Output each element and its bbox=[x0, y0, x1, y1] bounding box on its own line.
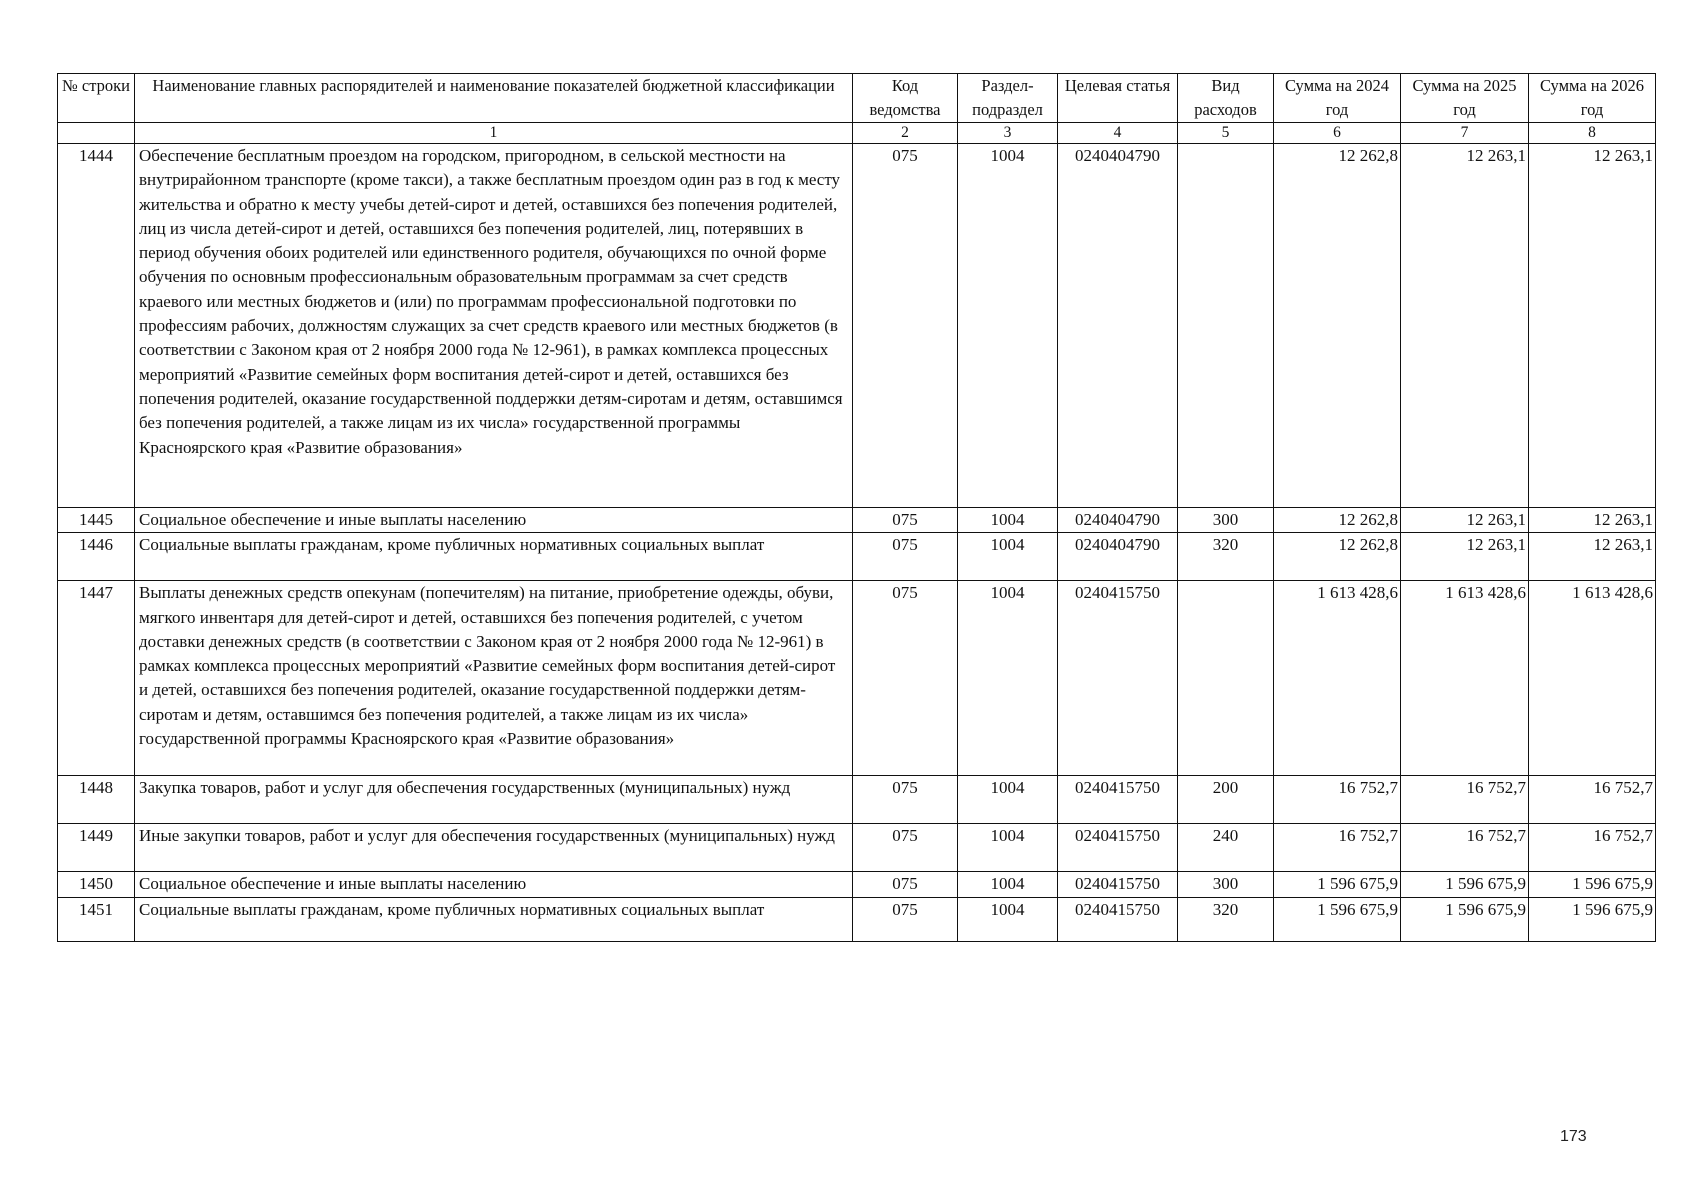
row-sum-2025: 12 263,1 bbox=[1401, 533, 1529, 581]
column-number-row bbox=[58, 123, 1656, 144]
table-row bbox=[58, 581, 1656, 776]
column-number: 7 bbox=[1401, 123, 1529, 144]
row-rzd: 1004 bbox=[958, 824, 1058, 872]
row-rzd: 1004 bbox=[958, 533, 1058, 581]
column-number: 1 bbox=[135, 123, 853, 144]
header-name: Наименование главных распорядителей и наименование показателей бюджетной классификации bbox=[135, 74, 853, 123]
column-number: 3 bbox=[958, 123, 1058, 144]
row-sum-2024: 16 752,7 bbox=[1274, 776, 1401, 824]
row-ved: 075 bbox=[853, 897, 958, 941]
table-row bbox=[58, 897, 1656, 941]
header-rzd: Раздел-подраздел bbox=[958, 74, 1058, 123]
row-cst: 0240404790 bbox=[1058, 533, 1178, 581]
row-vid: 200 bbox=[1178, 776, 1274, 824]
row-number: 1448 bbox=[58, 776, 135, 824]
row-sum-2024: 1 596 675,9 bbox=[1274, 872, 1401, 897]
row-vid: 300 bbox=[1178, 872, 1274, 897]
row-cst: 0240415750 bbox=[1058, 824, 1178, 872]
row-rzd: 1004 bbox=[958, 897, 1058, 941]
row-sum-2025: 1 596 675,9 bbox=[1401, 897, 1529, 941]
row-rzd: 1004 bbox=[958, 872, 1058, 897]
row-sum-2024: 12 262,8 bbox=[1274, 508, 1401, 533]
row-cst: 0240415750 bbox=[1058, 776, 1178, 824]
row-ved: 075 bbox=[853, 872, 958, 897]
header-sum-2026: Сумма на 2026 год bbox=[1529, 74, 1656, 123]
row-sum-2025: 1 596 675,9 bbox=[1401, 872, 1529, 897]
row-sum-2025: 16 752,7 bbox=[1401, 824, 1529, 872]
row-ved: 075 bbox=[853, 533, 958, 581]
row-vid: 300 bbox=[1178, 508, 1274, 533]
row-rzd: 1004 bbox=[958, 144, 1058, 508]
row-vid: 320 bbox=[1178, 897, 1274, 941]
table-row bbox=[58, 776, 1656, 824]
row-cst: 0240404790 bbox=[1058, 144, 1178, 508]
row-rzd: 1004 bbox=[958, 508, 1058, 533]
row-sum-2024: 16 752,7 bbox=[1274, 824, 1401, 872]
header-vid: Вид расходов bbox=[1178, 74, 1274, 123]
row-number: 1444 bbox=[58, 144, 135, 508]
row-name: Социальное обеспечение и иные выплаты населению bbox=[135, 872, 853, 897]
row-vid: 240 bbox=[1178, 824, 1274, 872]
row-cst: 0240415750 bbox=[1058, 897, 1178, 941]
header-sum-2025: Сумма на 2025 год bbox=[1401, 74, 1529, 123]
row-rzd: 1004 bbox=[958, 776, 1058, 824]
table-row bbox=[58, 508, 1656, 533]
row-name: Социальное обеспечение и иные выплаты населению bbox=[135, 508, 853, 533]
row-ved: 075 bbox=[853, 824, 958, 872]
column-number: 8 bbox=[1529, 123, 1656, 144]
row-number: 1449 bbox=[58, 824, 135, 872]
table-row bbox=[58, 824, 1656, 872]
row-name: Иные закупки товаров, работ и услуг для обеспечения государственных (муниципальных) нужд bbox=[135, 824, 853, 872]
row-name: Социальные выплаты гражданам, кроме публичных нормативных социальных выплат bbox=[135, 897, 853, 941]
budget-table bbox=[57, 73, 1656, 942]
row-sum-2026: 12 263,1 bbox=[1529, 533, 1656, 581]
row-sum-2026: 12 263,1 bbox=[1529, 508, 1656, 533]
table-row bbox=[58, 144, 1656, 508]
row-vid: 320 bbox=[1178, 533, 1274, 581]
row-sum-2024: 12 262,8 bbox=[1274, 533, 1401, 581]
table-row bbox=[58, 533, 1656, 581]
row-sum-2024: 12 262,8 bbox=[1274, 144, 1401, 508]
page-number: 173 bbox=[1560, 1128, 1587, 1145]
row-ved: 075 bbox=[853, 581, 958, 776]
column-number: 6 bbox=[1274, 123, 1401, 144]
column-number: 4 bbox=[1058, 123, 1178, 144]
row-sum-2025: 1 613 428,6 bbox=[1401, 581, 1529, 776]
table-row bbox=[58, 872, 1656, 897]
row-sum-2025: 16 752,7 bbox=[1401, 776, 1529, 824]
row-sum-2026: 16 752,7 bbox=[1529, 824, 1656, 872]
header-row bbox=[58, 74, 1656, 123]
row-sum-2024: 1 613 428,6 bbox=[1274, 581, 1401, 776]
row-number: 1446 bbox=[58, 533, 135, 581]
row-sum-2025: 12 263,1 bbox=[1401, 508, 1529, 533]
row-rzd: 1004 bbox=[958, 581, 1058, 776]
row-sum-2026: 1 596 675,9 bbox=[1529, 897, 1656, 941]
row-name: Закупка товаров, работ и услуг для обеспечения государственных (муниципальных) нужд bbox=[135, 776, 853, 824]
row-name: Выплаты денежных средств опекунам (попечителям) на питание, приобретение одежды, обуви, мягкого инвентаря для детей-сирот и детей, оставшихся без попечения родителей, с учетом доставки денежных средств (в соответствии с Законом края от 2 ноября 2000 года № 12-961) в рамках комплекса процессных мероприятий «Развитие семейных форм воспитания детей-сирот и детей, оставшихся без попечения родителей, оказание государственной поддержки детям-сиротам и детям, оставшимся без попечения родителей, а также лицам из их числа» государственной программы Красноярского края «Развитие образования» bbox=[135, 581, 853, 776]
row-number: 1447 bbox=[58, 581, 135, 776]
column-number: 5 bbox=[1178, 123, 1274, 144]
row-cst: 0240415750 bbox=[1058, 581, 1178, 776]
header-sum-2024: Сумма на 2024 год bbox=[1274, 74, 1401, 123]
row-ved: 075 bbox=[853, 776, 958, 824]
row-number: 1451 bbox=[58, 897, 135, 941]
row-sum-2024: 1 596 675,9 bbox=[1274, 897, 1401, 941]
header-cst: Целевая статья bbox=[1058, 74, 1178, 123]
row-ved: 075 bbox=[853, 144, 958, 508]
row-name: Социальные выплаты гражданам, кроме публичных нормативных социальных выплат bbox=[135, 533, 853, 581]
row-vid bbox=[1178, 581, 1274, 776]
row-cst: 0240415750 bbox=[1058, 872, 1178, 897]
row-sum-2026: 1 613 428,6 bbox=[1529, 581, 1656, 776]
column-number: 2 bbox=[853, 123, 958, 144]
column-number bbox=[58, 123, 135, 144]
row-ved: 075 bbox=[853, 508, 958, 533]
row-sum-2025: 12 263,1 bbox=[1401, 144, 1529, 508]
row-vid bbox=[1178, 144, 1274, 508]
row-number: 1445 bbox=[58, 508, 135, 533]
row-number: 1450 bbox=[58, 872, 135, 897]
row-sum-2026: 1 596 675,9 bbox=[1529, 872, 1656, 897]
row-cst: 0240404790 bbox=[1058, 508, 1178, 533]
header-row-no: № строки bbox=[58, 74, 135, 123]
row-sum-2026: 16 752,7 bbox=[1529, 776, 1656, 824]
header-ved: Код ведомства bbox=[853, 74, 958, 123]
row-sum-2026: 12 263,1 bbox=[1529, 144, 1656, 508]
row-name: Обеспечение бесплатным проездом на городском, пригородном, в сельской местности на внутрирайонном транспорте (кроме такси), а также бесплатным проездом один раз в год к месту жительства и обратно к месту учебы детей-сирот и детей, оставшихся без попечения родителей, лиц из числа детей-сирот и детей, оставшихся без попечения родителей, лиц, потерявших в период обучения обоих родителей или единственного родителя, обучающихся по очной форме обучения по основным профессиональным образовательным программам за счет средств краевого или местных бюджетов и (или) по программам профессиональной подготовки по профессиям рабочих, должностям служащих за счет средств краевого или местных бюджетов (в соответствии с Законом края от 2 ноября 2000 года № 12-961), в рамках комплекса процессных мероприятий «Развитие семейных форм воспитания детей-сирот и детей, оставшихся без попечения родителей, оказание государственной поддержки детям-сиротам и детям, оставшимся без попечения родителей, а также лицам из их числа» государственной программы Красноярского края «Развитие образования» bbox=[135, 144, 853, 508]
